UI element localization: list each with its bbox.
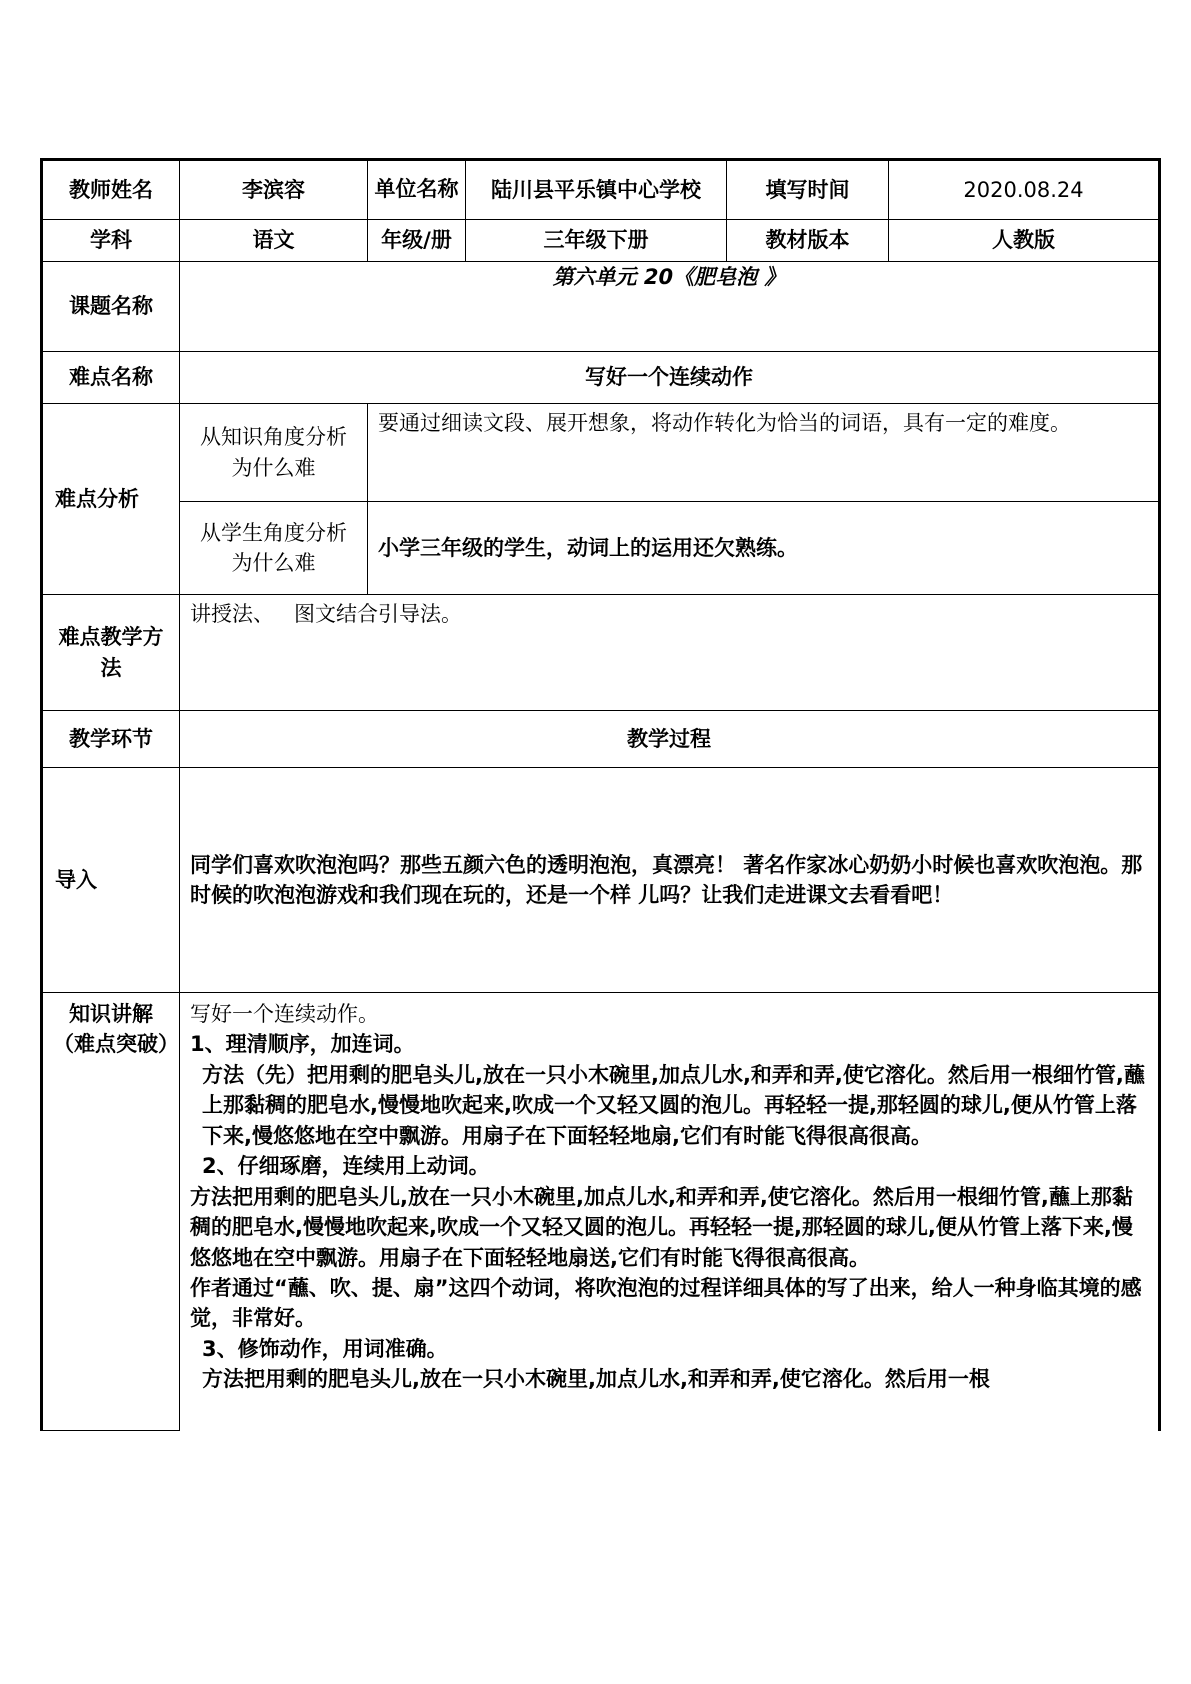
subject-label: 学科 bbox=[42, 220, 180, 262]
edition-value: 人教版 bbox=[889, 220, 1160, 262]
knowledge-heading: 2、仔细琢磨，连续用上动词。 bbox=[202, 1154, 490, 1179]
knowledge-paragraph: 方法把用剩的肥皂头儿,放在一只小木碗里,加点儿水,和弄和弄,使它溶化。然后用一根 bbox=[202, 1367, 990, 1392]
student-angle-text: 小学三年级的学生，动词上的运用还欠熟练。 bbox=[368, 502, 1160, 595]
intro-text: 同学们喜欢吹泡泡吗？那些五颜六色的透明泡泡，真漂亮！ 著名作家冰心奶奶小时候也喜欢吹泡泡。那时候的吹泡泡游戏和我们现在玩的，还是一个样 儿吗？让我们走进课文去看看吧！ bbox=[180, 768, 1160, 993]
subject-info-row bbox=[42, 220, 1160, 262]
knowledge-heading: 1、理清顺序，加连词。 bbox=[190, 1032, 415, 1057]
knowledge-angle-text: 要通过细读文段、展开想象，将动作转化为恰当的词语，具有一定的难度。 bbox=[368, 404, 1160, 502]
difficulty-row bbox=[42, 352, 1160, 404]
subject-value: 语文 bbox=[180, 220, 368, 262]
method-value: 讲授法、 图文结合引导法。 bbox=[180, 595, 1160, 711]
intro-label: 导入 bbox=[42, 768, 180, 993]
grade-label: 年级/册 bbox=[368, 220, 466, 262]
knowledge-line: 写好一个连续动作。 bbox=[190, 1002, 379, 1026]
teacher-name: 李滨容 bbox=[180, 160, 368, 220]
lesson-plan-table bbox=[40, 158, 1161, 1431]
topic-row bbox=[42, 262, 1160, 352]
knowledge-paragraph: 方法把用剩的肥皂头儿,放在一只小木碗里,加点儿水,和弄和弄,使它溶化。然后用一根细竹管,蘸上那黏稠的肥皂水,慢慢地吹起来,吹成一个又轻又圆的泡儿。再轻轻一提,那轻圆的球儿,便从竹管上落下来,慢悠悠地在空中飘游。用扇子在下面轻轻地扇送,它们有时能飞得很高很高。 bbox=[190, 1184, 1133, 1270]
knowledge-label: 知识讲解（难点突破） bbox=[42, 993, 180, 1431]
unit-name: 陆川县平乐镇中心学校 bbox=[466, 160, 727, 220]
teacher-info-row bbox=[42, 160, 1160, 220]
knowledge-row bbox=[42, 993, 1160, 1431]
stage-label: 教学环节 bbox=[42, 711, 180, 768]
student-angle-label: 从学生角度分析为什么难 bbox=[180, 502, 368, 595]
knowledge-paragraph: 作者通过“蘸、吹、提、扇”这四个动词，将吹泡泡的过程详细具体的写了出来，给人一种身临其境的感觉，非常好。 bbox=[190, 1275, 1142, 1331]
knowledge-heading: 3、修饰动作，用词准确。 bbox=[202, 1336, 448, 1361]
method-label: 难点教学方法 bbox=[42, 595, 180, 711]
process-label: 教学过程 bbox=[180, 711, 1160, 768]
unit-label: 单位名称 bbox=[368, 160, 466, 220]
date-value: 2020.08.24 bbox=[889, 160, 1160, 220]
knowledge-content bbox=[180, 993, 1160, 1431]
grade-value: 三年级下册 bbox=[466, 220, 727, 262]
teacher-label: 教师姓名 bbox=[42, 160, 180, 220]
intro-row bbox=[42, 768, 1160, 993]
knowledge-angle-label: 从知识角度分析为什么难 bbox=[180, 404, 368, 502]
knowledge-paragraph: 方法（先）把用剩的肥皂头儿,放在一只小木碗里,加点儿水,和弄和弄,使它溶化。然后用一根细竹管,蘸上那黏稠的肥皂水,慢慢地吹起来,吹成一个又轻又圆的泡儿。再轻轻一提,那轻圆的球儿,便从竹管上落下来,慢悠悠地在空中飘游。用扇子在下面轻轻地扇,它们有时能飞得很高很高。 bbox=[202, 1062, 1145, 1148]
method-row bbox=[42, 595, 1160, 711]
analysis-student-row bbox=[42, 502, 1160, 595]
topic-value: 第六单元 20《肥皂泡 》 bbox=[180, 262, 1160, 352]
analysis-knowledge-row bbox=[42, 404, 1160, 502]
date-label: 填写时间 bbox=[727, 160, 889, 220]
process-header-row bbox=[42, 711, 1160, 768]
edition-label: 教材版本 bbox=[727, 220, 889, 262]
topic-label: 课题名称 bbox=[42, 262, 180, 352]
analysis-label: 难点分析 bbox=[42, 404, 180, 595]
difficulty-value: 写好一个连续动作 bbox=[180, 352, 1160, 404]
difficulty-label: 难点名称 bbox=[42, 352, 180, 404]
